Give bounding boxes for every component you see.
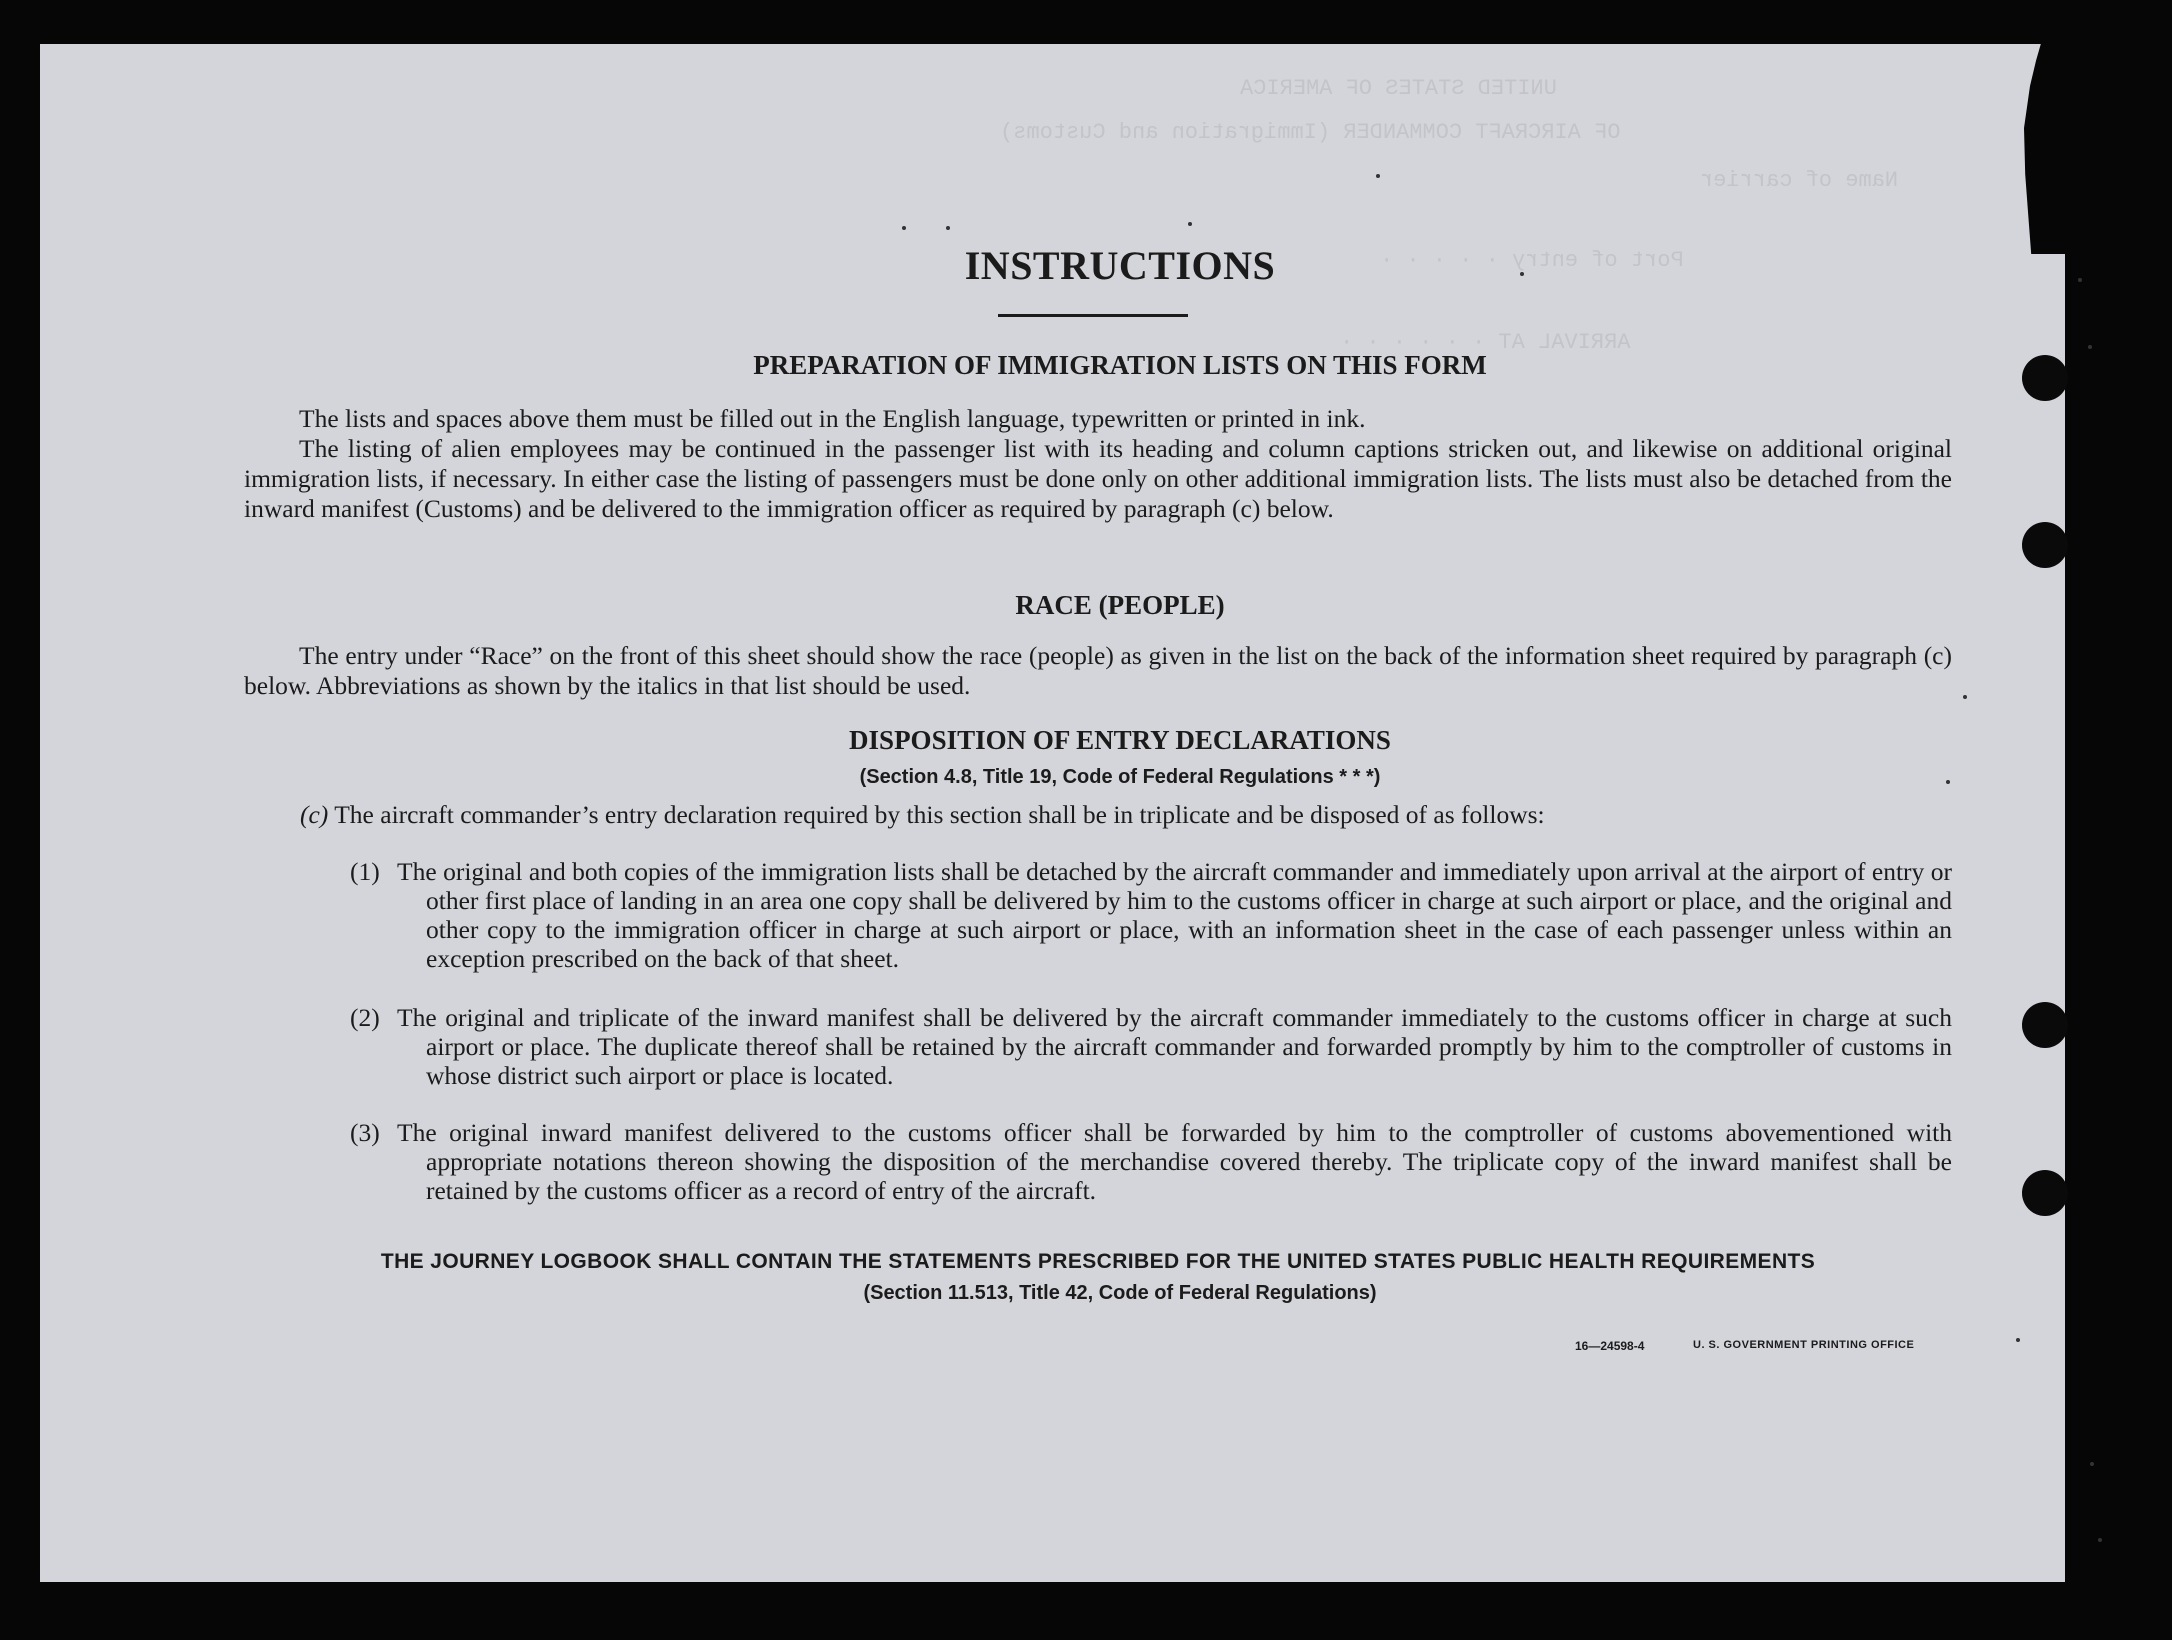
race-paragraph-block — [244, 641, 1952, 701]
preparation-paragraphs — [244, 404, 1952, 524]
intro-label: (c) — [300, 800, 329, 829]
footer-statement: THE JOURNEY LOGBOOK SHALL CONTAIN THE STATEMENTS PRESCRIBED FOR THE UNITED STATES PUBLIC HEALTH REQUIREMENTS — [380, 1250, 1816, 1273]
item-text: The original and triplicate of the inward manifest shall be delivered by the aircraft commander immediately to the customs officer in charge at such airport or place. The duplicate thereof shall be retained by the aircraft commander and forwarded promptly by him to the comptroller of customs in whose district such airport or place is located. — [397, 1003, 1952, 1090]
printer-credit: U. S. GOVERNMENT PRINTING OFFICE — [1693, 1339, 1915, 1351]
disposition-intro — [300, 800, 1950, 830]
item-number: (1) — [350, 857, 380, 886]
race-paragraph: The entry under “Race” on the front of this sheet should show the race (people) as given in the list on the back of the information sheet required by paragraph (c) below. Abbreviations as shown by the italics in that list should be used. — [244, 641, 1952, 700]
disposition-item-1 — [350, 857, 1952, 973]
item-text: The original and both copies of the immigration lists shall be detached by the aircraft commander and immediately upon arrival at the airport of entry or other first place of landing in an area one copy shall be delivered by him to the customs officer in charge at such airport or place, and the original and other copy to the immigration officer in charge at such airport or place, with an information sheet in the case of each passenger unless within an exception prescribed on the back of that sheet. — [397, 857, 1952, 973]
section-heading-preparation: PREPARATION OF IMMIGRATION LISTS ON THIS FORM — [753, 350, 1487, 380]
item-text: The original inward manifest delivered to the customs officer shall be forwarded by him to the comptroller of customs abovementioned with appropriate notations thereon showing the disposition of the merchandise covered thereby. The triplicate copy of the inward manifest shall be retained by the customs officer as a record of entry of the aircraft. — [397, 1118, 1952, 1205]
bleed-through-text: OF AIRCRAFT COMMANDER (Immigration and Customs) — [1000, 120, 1621, 145]
disposition-item-3 — [350, 1118, 1952, 1205]
preparation-paragraph-2: The listing of alien employees may be continued in the passenger list with its heading and column captions stricken out, and likewise on additional original immigration lists, if necessary. In either case the listing of passengers must be done only on other additional immigration lists. The lists must also be detached from the inward manifest (Customs) and be delivered to the immigration officer as required by paragraph (c) below. — [244, 434, 1952, 523]
footer-citation: (Section 11.513, Title 42, Code of Federal Regulations) — [863, 1282, 1377, 1304]
intro-text: The aircraft commander’s entry declaration required by this section shall be in triplicate and be disposed of as follows: — [334, 800, 1545, 829]
disposition-item-2 — [350, 1003, 1952, 1090]
punch-hole — [2022, 522, 2068, 568]
section-heading-race: RACE (PEOPLE) — [1015, 590, 1225, 620]
page-title: INSTRUCTIONS — [964, 243, 1276, 288]
torn-edge-lower — [2118, 240, 2172, 1640]
bleed-through-text: UNITED STATES OF AMERICA — [1240, 76, 1557, 101]
form-number: 16—24598-4 — [1575, 1339, 1645, 1353]
punch-hole — [2022, 355, 2068, 401]
bleed-through-text: ARRIVAL AT · · · · · · — [1340, 330, 1631, 355]
punch-hole — [2022, 1002, 2068, 1048]
preparation-paragraph-1: The lists and spaces above them must be filled out in the English language, typewritten or printed in ink. — [299, 404, 1366, 433]
disposition-citation: (Section 4.8, Title 19, Code of Federal Regulations * * *) — [859, 766, 1381, 788]
item-number: (3) — [350, 1118, 380, 1147]
bleed-through-text: Port of entry · · · · · — [1380, 248, 1684, 273]
title-underline — [998, 314, 1188, 317]
punch-hole — [2022, 1170, 2068, 1216]
bleed-through-text: Name of carrier — [1700, 168, 1899, 193]
item-number: (2) — [350, 1003, 380, 1032]
section-heading-disposition: DISPOSITION OF ENTRY DECLARATIONS — [849, 725, 1391, 755]
